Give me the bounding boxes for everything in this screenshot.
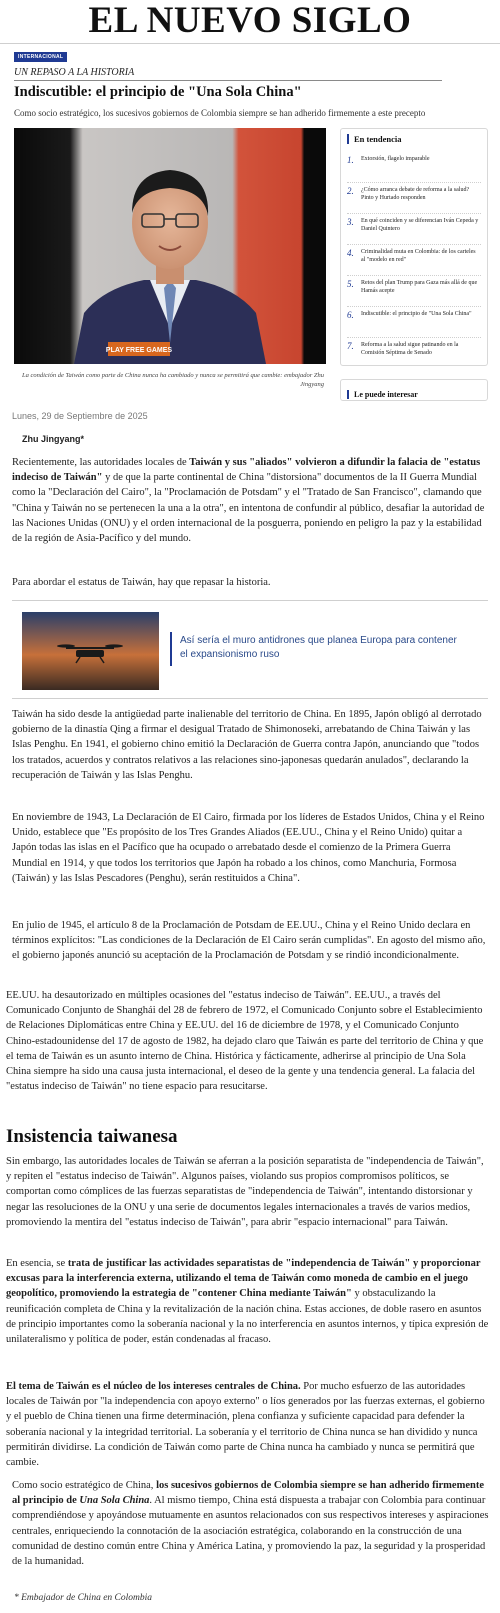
paragraph: En noviembre de 1943, La Declaración de El Cairo, firmada por los líderes de Estados Unidos, China y el Reino Unido, establece que "Es propósito de los Tres Grandes Aliados (EE.UU., China y el Reino Unido) quitar a Japón todas las islas en el Pacífico que ha ocupado o arrebatado desde el comienzo de la Primera Guerra Mundial en 1914, y que todos los territorios que Japón ha robado a los chinos, como Manchuria, Formosa (Taiwán) y las Islas Pescadores (Penghu), serán restituidos a China". xyxy=(12,812,485,884)
article-kicker: UN REPASO A LA HISTORIA xyxy=(14,67,442,81)
trending-number: 6. xyxy=(347,310,354,320)
trending-item[interactable] xyxy=(347,276,481,307)
paragraph: En julio de 1945, el artículo 8 de la Proclamación de Potsdam de EE.UU., China y el Reino Unido declara en términos explícitos: "Las condiciones de la Declaración de El Cairo serán cumplidas". En agosto del mismo año, el gobierno japonés anunció su aceptación de la Proclamación de Potsdam y se rindió incondicionalmente. xyxy=(12,920,486,962)
site-logo[interactable]: EL NUEVO SIGLO xyxy=(88,0,412,41)
divider xyxy=(12,600,488,601)
trending-link[interactable]: En qué coinciden y se diferencian Iván Cepeda y Daniel Quintero xyxy=(361,218,479,232)
trending-link[interactable]: Extorsión, flagelo imparable xyxy=(361,156,430,162)
paragraph: EE.UU. ha desautorizado en múltiples ocasiones del "estatus indeciso de Taiwán". EE.UU., a través del Comunicado Conjunto de Shanghái del 28 de febrero de 1972, el Comunicado Conjunto sobre el Establecimiento de Relaciones Diplomáticas entre China y EE.UU. del 16 de diciembre de 1978, y el Comunicado Conjunto Chino-estadounidense del 17 de agosto de 1982, ha dejado claro que Taiwán es parte del territorio de China y que el tema de Taiwán es un asunto interno de China. Histórica y fácticamente, adherirse al principio de Una Sola China siempre ha sido una causa justa internacional, el deseo de la gente y una tendencia general. La falacia del "estatus indeciso de Taiwán" no tiene espacio para resucitarse. xyxy=(6,990,484,1093)
byline: Zhu Jingyang* xyxy=(22,434,85,444)
author-footnote: * Embajador de China en Colombia xyxy=(14,1593,153,1603)
related-accent-bar xyxy=(170,632,172,666)
trending-item[interactable] xyxy=(347,338,481,369)
related-article-card[interactable] xyxy=(22,612,466,690)
interest-title: Le puede interesar xyxy=(347,390,418,399)
section-badge[interactable]: INTERNACIONAL xyxy=(14,52,67,62)
trending-number: 5. xyxy=(347,279,354,289)
trending-link[interactable]: Criminalidad muta en Colombia: de los carteles al "modelo en red" xyxy=(361,249,476,263)
trending-link[interactable]: Indiscutible: el principio de "Una Sola China" xyxy=(361,311,472,317)
photo-caption: La condición de Taiwán como parte de China nunca ha cambiado y nunca se permitirá que cambie: embajador Zhu Jingyang xyxy=(22,372,324,388)
trending-panel xyxy=(340,128,488,366)
divider xyxy=(12,698,488,699)
paragraph: En esencia, se trata de justificar las actividades separatistas de "independencia de Taiwán" y proporcionar excusas para la interferencia externa, utilizando el tema de Taiwán como moneda de cambio en el juego geopolítico, promoviendo la estrategia de "contener China mediante Taiwán" y obstaculizando la reunificación completa de China y la revitalización de la nación china. Estas acciones, de doble rasero en asuntos de principio importantes como la soberanía nacional y la no interferencia en asuntos internos, y típica expresión de unilateralismo y política de poder, están condenadas al fracaso. xyxy=(6,1258,489,1346)
drone-image xyxy=(22,612,159,690)
interest-panel xyxy=(340,379,488,401)
trending-link[interactable]: Retos del plan Trump para Gaza más allá de que Hamás acepte xyxy=(361,280,478,294)
trending-item[interactable] xyxy=(347,152,481,183)
portrait-illustration xyxy=(14,128,326,364)
paragraph: Para abordar el estatus de Taiwán, hay que repasar la historia. xyxy=(12,577,271,588)
trending-number: 4. xyxy=(347,248,354,258)
trending-item[interactable] xyxy=(347,307,481,338)
trending-link[interactable]: ¿Cómo arranca debate de reforma a la salud? Pinto y Hurtado responden xyxy=(361,187,470,201)
trending-number: 7. xyxy=(347,341,354,351)
trending-number: 1. xyxy=(347,155,354,165)
trending-number: 3. xyxy=(347,217,354,227)
trending-link[interactable]: Reforma a la salud sigue patinando en la Comisión Séptima de Senado xyxy=(361,342,459,356)
paragraph: Sin embargo, las autoridades locales de Taiwán se aferran a la posición separatista de "independencia de Taiwán", y repiten el "estatus indeciso de Taiwán". Algunos países, violando sus propios compromisos políticos, se comportan como cómplices de las fuerzas separatistas de "independencia de Taiwán", intentando distorsionar y negar las resoluciones de la ONU y una serie de documentos legales internacionales a través de varios medios, promoviendo la mentira del "estatus indeciso de Taiwán", para abrir "espacio internacional" para Taiwán. xyxy=(6,1156,484,1228)
trending-item[interactable] xyxy=(347,245,481,276)
trending-title: En tendencia xyxy=(347,134,481,144)
section-subhead: Insistencia taiwanesa xyxy=(6,1126,178,1147)
trending-item[interactable] xyxy=(347,214,481,245)
paragraph: Taiwán ha sido desde la antigüedad parte inalienable del territorio de China. En 1895, Japón obligó al derrotado gobierno de la dinastía Qing a firmar el desigual Tratado de Shimonoseki, arrebatando de China Taiwán y las Islas Penghu. En 1941, el gobierno chino emitió la Declaración de Guerra contra Japón, anunciando que "todos los tratados, acuerdos y contratos relativos a las relaciones sino-japonesas quedarán anulados", declarando la recuperación de Taiwán y las Islas Penghu. xyxy=(12,709,482,781)
paragraph: Como socio estratégico de China, los sucesivos gobiernos de Colombia siempre se han adherido firmemente al principio de Una Sola China. Al mismo tiempo, China está dispuesta a trabajar con Colombia para continuar comprendiéndose y apoyándose mutuamente en asuntos relacionados con sus respectivos intereses y aspiraciones centrales, enriqueciendo la connotación de la asociación estratégica, colaborando en la construcción de una comunidad de destino común entre China y América Latina, y promoviendo la paz, la seguridad y la prosperidad de la humanidad. xyxy=(12,1480,489,1568)
related-article-link[interactable]: Así sería el muro antidrones que planea Europa para contener el expansionismo ruso xyxy=(180,635,457,660)
article-dek: Como socio estratégico, los sucesivos gobiernos de Colombia siempre se han adherido firmemente a este precepto xyxy=(14,108,426,118)
article-headline: Indiscutible: el principio de "Una Sola China" xyxy=(14,84,302,100)
trending-item[interactable] xyxy=(347,183,481,214)
masthead xyxy=(0,0,500,44)
paragraph: El tema de Taiwán es el núcleo de los intereses centrales de China. Por mucho esfuerzo de las autoridades locales de Taiwán por "la independencia con apoyo externo" o líos generados por las fuerzas externas, el gobierno y el pueblo de China tienen una firme determinación, plena confianza y suficiente capacidad para defender la soberanía nacional y la integridad territorial. La soberanía y el territorio de China nunca se han dividido y nunca permitirán dividirse. La condición de Taiwán como parte de China nunca ha cambiado y nunca se permitirá que cambie. xyxy=(6,1381,485,1469)
trending-number: 2. xyxy=(347,186,354,196)
publish-date: Lunes, 29 de Septiembre de 2025 xyxy=(12,411,148,421)
paragraph: Recientemente, las autoridades locales de Taiwán y sus "aliados" volvieron a difundir la falacia de "estatus indeciso de Taiwán" y de que la parte continental de China "distorsiona" documentos de la II Guerra Mundial como la "Declaración del Cairo", la "Proclamación de Potsdam" y el "Tratado de San Francisco", clamando que "China y Taiwán no se pertenecen la una a la otra", en intentona de confundir al público, desafiar la autoridad de las Naciones Unidas (ONU) y el orden internacional de la posguerra, poniendo en peligro la paz y la estabilidad de la región de Asia-Pacífico y del mundo. xyxy=(12,457,485,545)
photo-overlay-text: PLAY FREE GAMES xyxy=(105,347,173,354)
lead-photo xyxy=(14,128,326,364)
related-thumbnail[interactable] xyxy=(22,612,159,690)
